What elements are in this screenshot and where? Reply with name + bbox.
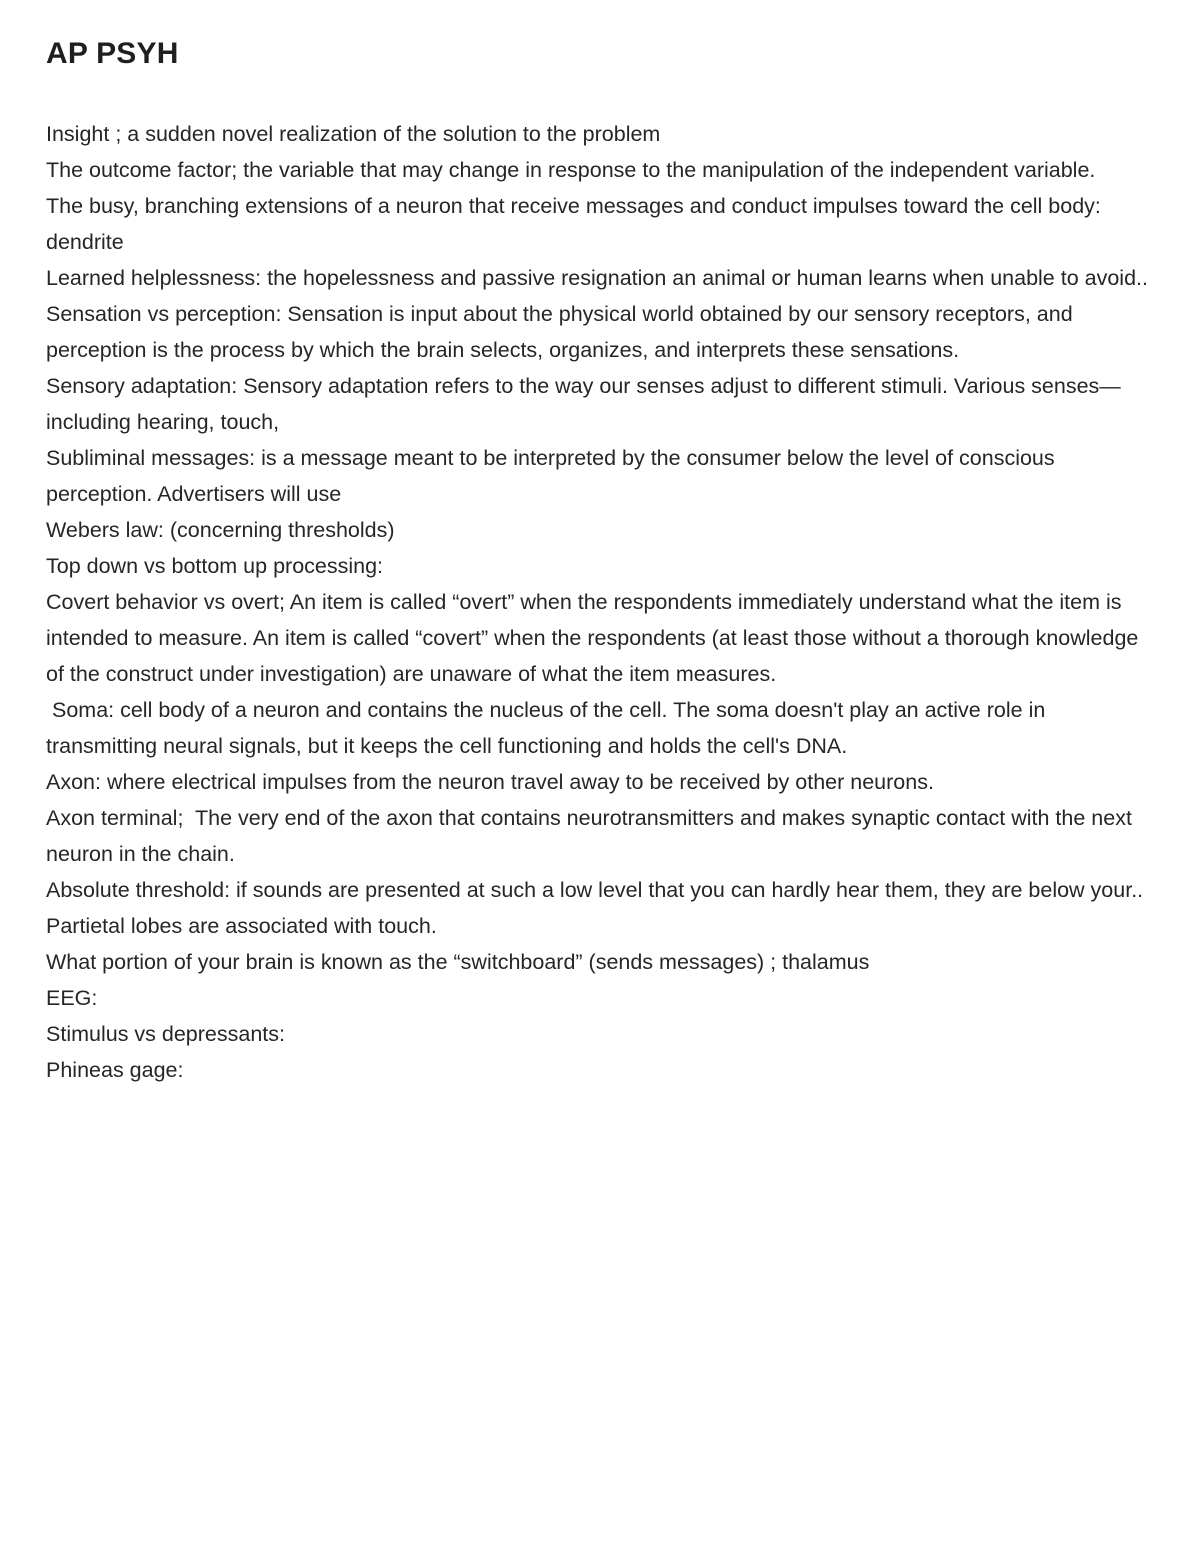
note-parietal-lobes: Partietal lobes are associated with touch.: [46, 914, 437, 938]
note-top-down-bottom-up: Top down vs bottom up processing:: [46, 554, 384, 578]
note-stimulus-vs-depressants: Stimulus vs depressants:: [46, 1022, 285, 1046]
note-subliminal-messages: Subliminal messages: is a message meant to be interpreted by the consumer below the level of conscious perception. Advertisers will use: [46, 446, 1061, 506]
note-dendrite: The busy, branching extensions of a neuron that receive messages and conduct impulses toward the cell body: dendrite: [46, 194, 1107, 254]
note-learned-helplessness: Learned helplessness: the hopelessness and passive resignation an animal or human learns when unable to avoid..: [46, 266, 1148, 290]
note-webers-law: Webers law: (concerning thresholds): [46, 518, 395, 542]
note-covert-vs-overt: Covert behavior vs overt; An item is called “overt” when the respondents immediately understand what the item is intended to measure. An item is called “covert” when the respondents (at least those without a thorough knowledge of the construct under investigation) are unaware of what the item measures.: [46, 590, 1145, 686]
notes-list: [46, 116, 1156, 1088]
document-title: AP PSYH: [46, 37, 179, 70]
note-thalamus: What portion of your brain is known as the “switchboard” (sends messages) ; thalamus: [46, 950, 870, 974]
note-phineas-gage: Phineas gage:: [46, 1058, 184, 1082]
note-axon-terminal: Axon terminal; The very end of the axon that contains neurotransmitters and makes synaptic contact with the next neuron in the chain.: [46, 806, 1138, 866]
note-sensory-adaptation: Sensory adaptation: Sensory adaptation refers to the way our senses adjust to different stimuli. Various senses—including hearing, touch,: [46, 374, 1121, 434]
note-eeg: EEG:: [46, 986, 98, 1010]
note-sensation-vs-perception: Sensation vs perception: Sensation is input about the physical world obtained by our sensory receptors, and perception is the process by which the brain selects, organizes, and interprets these sensations.: [46, 302, 1079, 362]
note-absolute-threshold: Absolute threshold: if sounds are presented at such a low level that you can hardly hear them, they are below your..: [46, 878, 1144, 902]
note-soma: Soma: cell body of a neuron and contains the nucleus of the cell. The soma doesn't play an active role in transmitting neural signals, but it keeps the cell functioning and holds the cell's DNA.: [46, 698, 1052, 758]
note-insight: Insight ; a sudden novel realization of the solution to the problem: [46, 122, 661, 146]
document-page: [46, 36, 1156, 1088]
note-axon: Axon: where electrical impulses from the neuron travel away to be received by other neurons.: [46, 770, 934, 794]
note-outcome-factor: The outcome factor; the variable that may change in response to the manipulation of the independent variable.: [46, 158, 1096, 182]
